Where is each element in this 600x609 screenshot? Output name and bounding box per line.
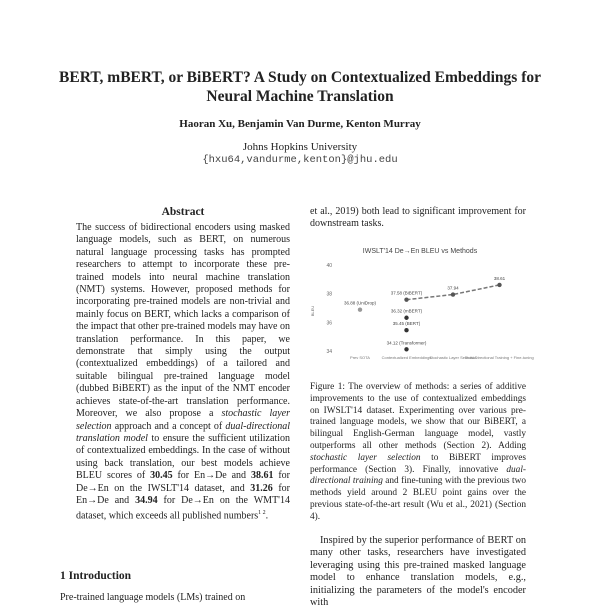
x-tick-label: Stochastic Layer Selection: [429, 355, 477, 360]
abstract-part: The success of bidirectional encoders using masked language models, such as BERT, on numerous natural language processing tasks has prompted researchers to attempt to incorporate these pre-trained models into neural machine translation (NMT) systems. However, proposed methods for incorporating pre-trained models are non-trivial and mainly focus on BERT, which lacks a comparison of the impact that other pre-trained models may have on translation performance. In this paper, we demonstrate that simply using the output (contextualized embeddings) of a tailored and suitable bilingual pre-trained language model (dubbed BiBERT) as the input of the NMT encoder achieves state-of-the-art translation performance. Moreover, we also propose a: [76, 222, 290, 420]
figure-1-chart: [300, 235, 540, 375]
score: 31.26: [250, 482, 273, 494]
intro-text: Pre-trained language models (LMs) trained on: [60, 592, 246, 603]
data-label: 36.32 (mBERT): [390, 308, 423, 314]
affiliation-block: [40, 141, 560, 167]
affiliation: Johns Hopkins University: [242, 141, 358, 153]
paper-title: BERT, mBERT, or BiBERT? A Study on Contextualized Embeddings for Neural Machine Translation: [59, 69, 541, 105]
caption-part: Figure 1: The overview of methods: a series of additive improvements to the use of contextualized embeddings on IWSLT'14 dataset. Experimenting over various pre-trained language models, we show that our BiBERT, a bilingual English-German language model, vastly outperforms all other methods (Section 2). Adding: [310, 382, 526, 451]
score: 38.61: [250, 470, 274, 482]
right-paragraph: Inspired by the superior performance of BERT on many other tasks, researchers have investigated leveraging using this pre-trained masked language model to enhance translation models, e.g., initializing the parameters of the model's encoder with: [310, 535, 526, 609]
score: 30.45: [150, 470, 173, 482]
data-label: 35.45 (BERT): [392, 321, 421, 327]
abstract-part: for De→En on the IWSLT'14 dataset, and: [76, 470, 290, 494]
score: 34.94: [135, 494, 158, 506]
data-point: [497, 283, 501, 287]
data-point: [404, 316, 408, 320]
abstract-part: .: [265, 510, 269, 522]
intro-heading: 1 Introduction: [60, 570, 132, 582]
abstract-text: [76, 222, 290, 523]
abstract-part: to ensure the sufficient utilization of contextualized embeddings. In the case of without using back translation, our best models achieve BLEU scores of: [76, 432, 290, 482]
data-label: 34.12 (Transformer): [386, 340, 427, 346]
right-top-text: et al., 2019) both lead to significant improvement for downstream tasks.: [310, 206, 526, 230]
data-label: 36.88 (UniDrop): [343, 300, 377, 306]
data-point: [404, 347, 408, 351]
abstract-part: for En→De and: [76, 482, 290, 506]
x-tick-label: Contextualized Embeddings: [381, 355, 432, 360]
caption-part: and fine-tuning with the previous two methods yield around 2 BLEU point gains over the previous state-of-the-art result (Wu et al., 2021) (Section 4).: [310, 476, 526, 522]
data-point: [404, 297, 408, 301]
abstract-part: for En→De and: [172, 470, 251, 482]
caption-part: to BiBERT improves performance (Section 3). Finally, innovative: [310, 452, 527, 475]
chart-title: IWSLT'14 De→En BLEU vs Methods: [362, 248, 478, 255]
data-point: [451, 292, 455, 296]
data-point: [404, 328, 408, 332]
email: {hxu64,vandurme,kenton}@jhu.edu: [202, 154, 398, 166]
data-point: [358, 308, 362, 312]
abstract-heading: Abstract: [161, 206, 205, 218]
y-tick-label: 40: [326, 263, 332, 269]
y-tick-label: 38: [326, 291, 332, 298]
data-label: 38.61: [493, 275, 506, 281]
x-tick-label: Dual-Directional Training + Fine-tuning: [465, 355, 534, 360]
x-tick-label: Prev SOTA: [350, 355, 370, 360]
data-label: 37.58 (BiBERT): [390, 290, 423, 296]
abstract-part: for De→En on the WMT'14 dataset, which exceeds all published numbers: [76, 494, 290, 522]
authors: Haoran Xu, Benjamin Van Durme, Kenton Murray: [179, 118, 421, 130]
y-axis-label: BLEU: [310, 305, 315, 317]
abstract-em: stochastic layer selection: [76, 408, 291, 432]
y-tick-label: 36: [326, 320, 332, 327]
figure-caption: [310, 382, 526, 524]
data-label: 37.94: [447, 285, 459, 291]
y-tick-label: 34: [326, 349, 332, 355]
caption-em: dual-directional training: [310, 464, 526, 487]
abstract-em: dual-directional translation model: [76, 420, 290, 444]
caption-em: stochastic layer selection: [310, 452, 421, 463]
footnote-marks: 1 2: [258, 510, 266, 517]
abstract-part: approach and a concept of: [111, 420, 226, 432]
